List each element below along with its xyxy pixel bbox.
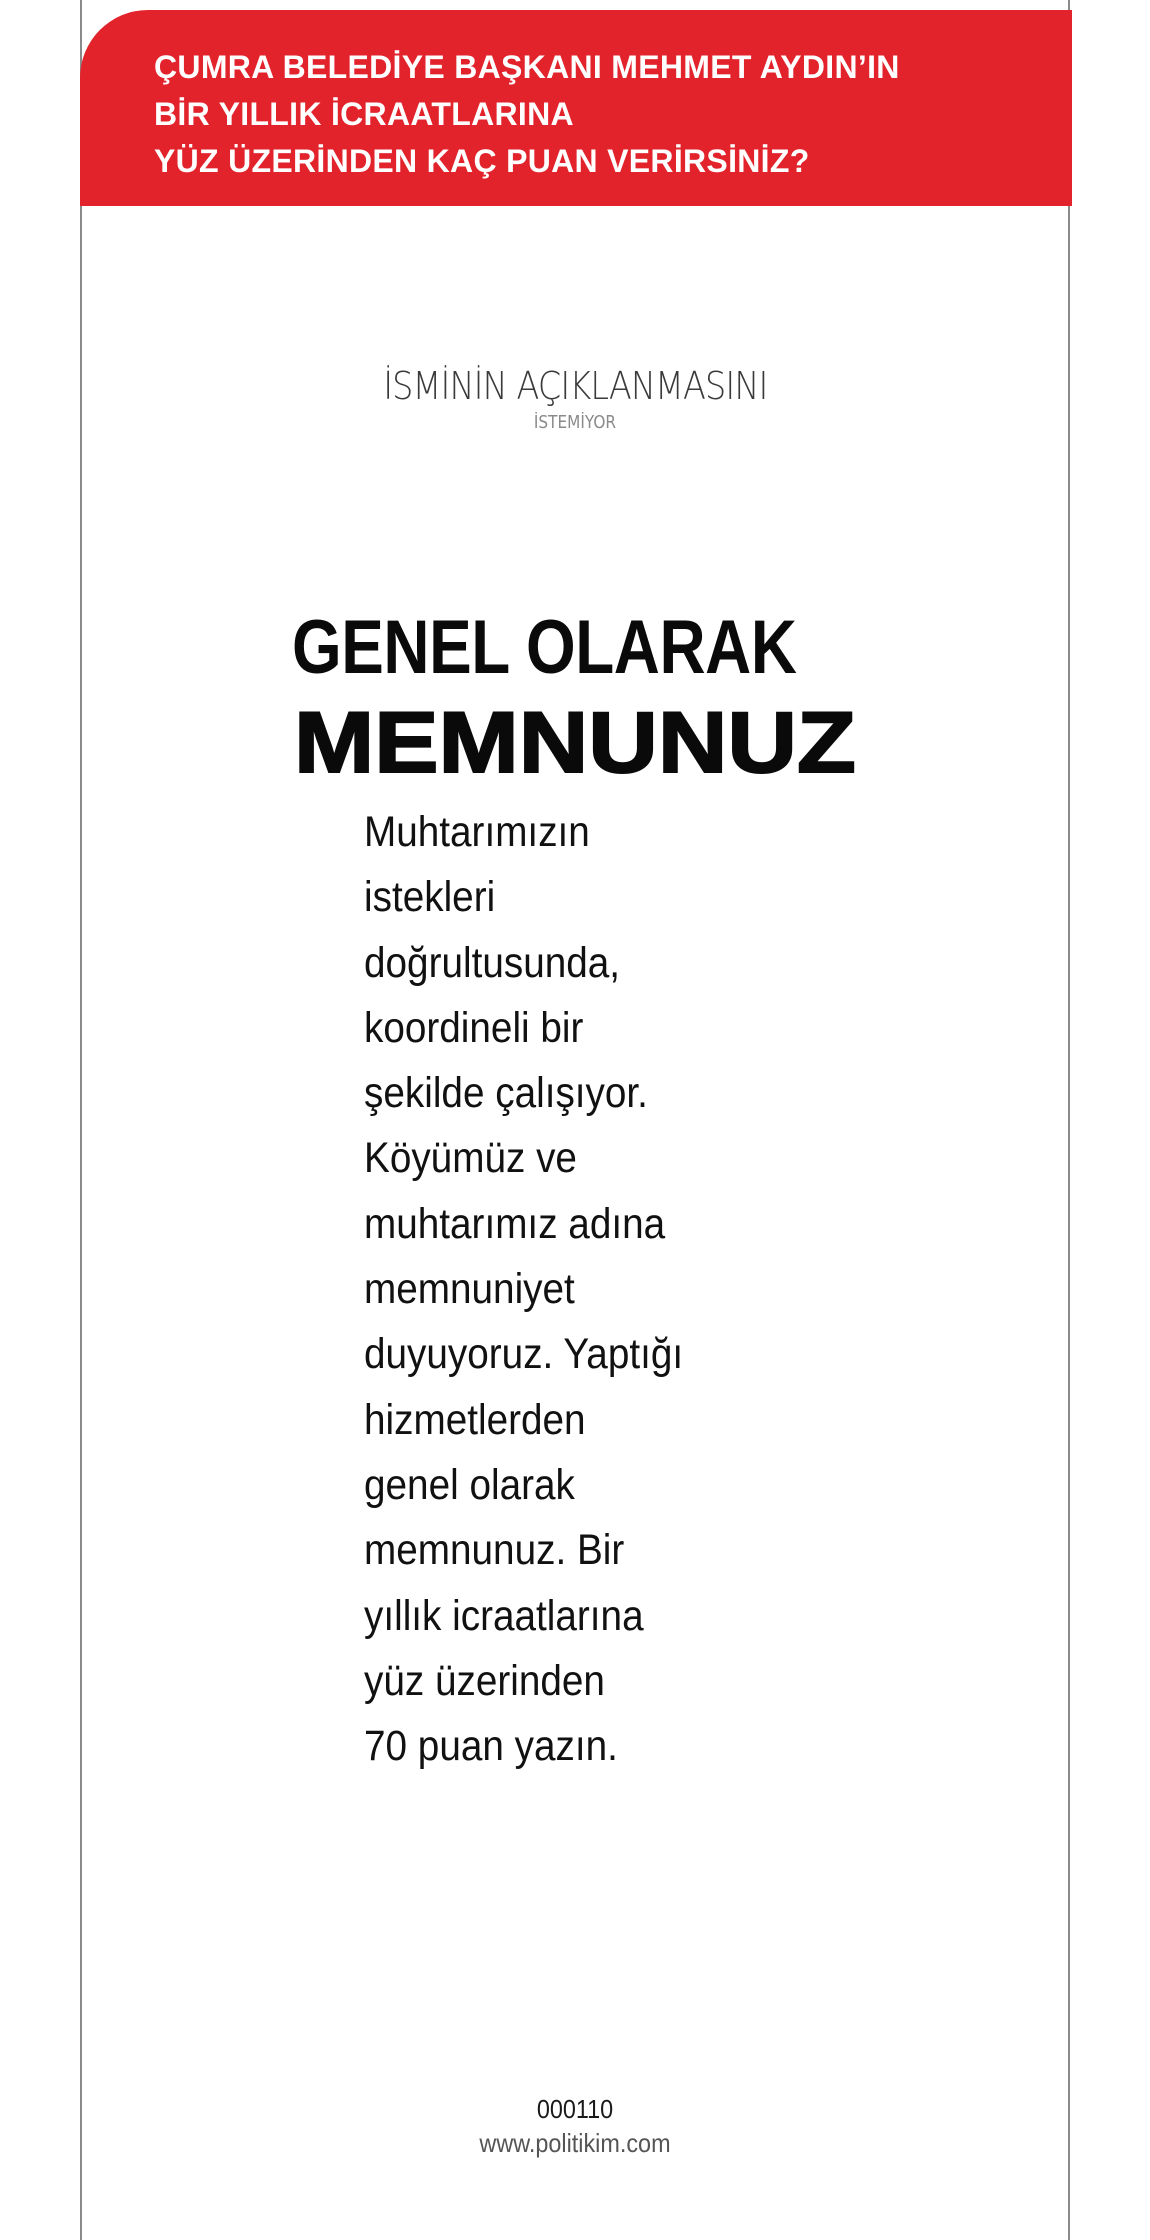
quote-line: memnuniyet (364, 1265, 575, 1314)
quote-line: genel olarak (364, 1460, 575, 1509)
quote-line: duyuyoruz. Yaptığı (364, 1330, 684, 1379)
quote-line: muhtarımız adına (364, 1199, 666, 1248)
question-line-1: ÇUMRA BELEDİYE BAŞKANI MEHMET AYDIN’IN (154, 49, 900, 85)
quote-line: 70 puan yazın. (364, 1722, 618, 1771)
quote-line: Muhtarımızın (364, 808, 590, 856)
footer (0, 2092, 1150, 2160)
quote-line: memnunuz. Bir (364, 1526, 625, 1575)
question-line-2: BİR YILLIK İCRAATLARINA (154, 96, 574, 132)
quote-line: Köyümüz ve (364, 1134, 577, 1183)
quote-line: şekilde çalışıyor. (364, 1069, 648, 1118)
respondent-block (0, 362, 1150, 434)
quote-line: istekleri (364, 873, 496, 922)
question-line-3: YÜZ ÜZERİNDEN KAÇ PUAN VERİRSİNİZ? (154, 143, 810, 179)
quote-line: yüz üzerinden (364, 1656, 605, 1705)
quote-line: doğrultusunda, (364, 938, 621, 987)
quote-text (364, 800, 784, 1779)
quote-line: hizmetlerden (364, 1395, 586, 1444)
headline-line-1: GENEL OLARAK (292, 605, 797, 690)
respondent-note: İSTEMİYOR (533, 412, 617, 433)
headline-line-2: MEMNUNUZ (294, 695, 856, 791)
question-banner (80, 10, 1072, 206)
site-url[interactable]: www.politikim.com (479, 2128, 671, 2158)
respondent-name: İSMİNİN AÇIKLANMASINI (382, 364, 768, 408)
quote-line: koordineli bir (364, 1003, 584, 1052)
quote-line: yıllık icraatlarına (364, 1591, 644, 1640)
survey-code: 000110 (536, 2094, 614, 2124)
